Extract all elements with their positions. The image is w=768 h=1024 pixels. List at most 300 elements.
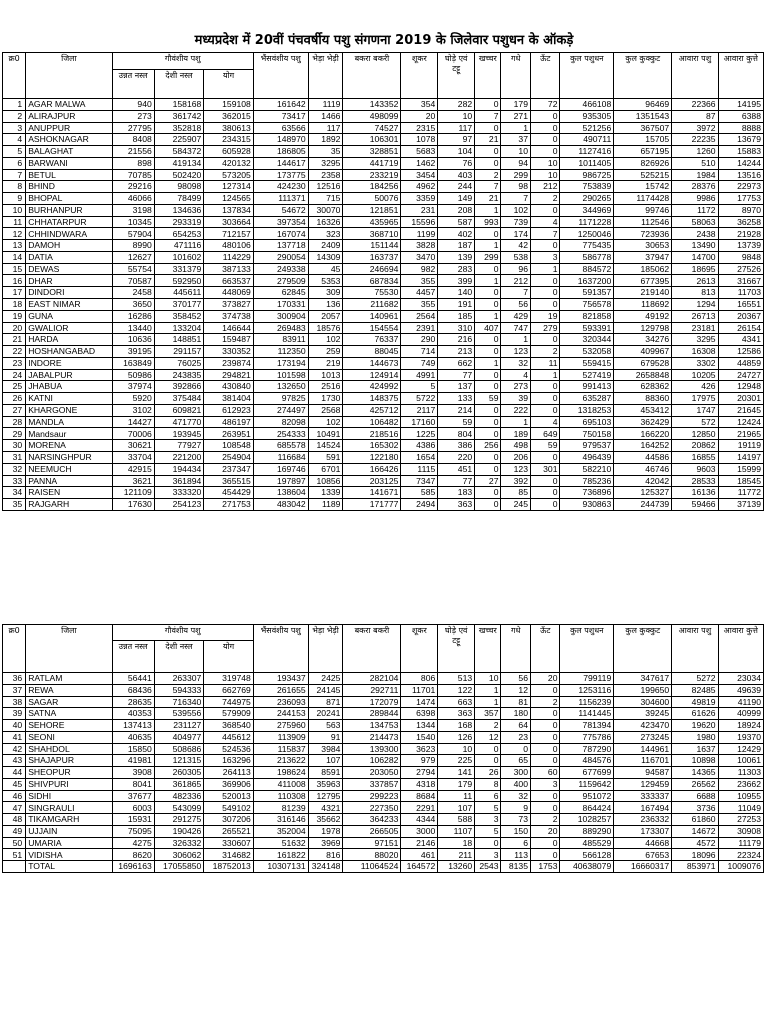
cell-camel: 2 [530, 346, 560, 358]
cell-goat: 266505 [343, 825, 401, 837]
cell-goat: 337857 [343, 778, 401, 790]
cell-mule: 0 [475, 146, 501, 158]
cell-poultry: 423470 [614, 720, 672, 732]
cell-livestock: 566128 [560, 849, 614, 861]
cell-desi: 291275 [154, 814, 204, 826]
cell-sn: 42 [3, 743, 26, 755]
cell-goat: 76337 [343, 334, 401, 346]
cell-buffalo: 73417 [253, 110, 308, 122]
cell-cattle-total: 163296 [204, 755, 254, 767]
cell-improved: 21556 [112, 146, 154, 158]
cell-pig: 6398 [401, 708, 438, 720]
cell-poultry: 144961 [614, 743, 672, 755]
cell-cattle-total: 127314 [204, 181, 254, 193]
cell-cattle-total: 254904 [204, 451, 254, 463]
cell-donkey: 538 [501, 251, 531, 263]
cell-horse: 187 [438, 240, 475, 252]
cell-donkey: 300 [501, 767, 531, 779]
cell-cattle-total: 612923 [204, 404, 254, 416]
cell-camel: 0 [530, 475, 560, 487]
cell-livestock: 799119 [560, 673, 614, 685]
cell-desi: 543099 [154, 802, 204, 814]
table-row [3, 275, 764, 287]
cell-goat: 50076 [343, 193, 401, 205]
cell-pig: 4386 [401, 440, 438, 452]
cell-buffalo: 198624 [253, 767, 308, 779]
cell-district: NEEMUCH [26, 463, 112, 475]
cell-buffalo: 279509 [253, 275, 308, 287]
cell-cattle-total: 263951 [204, 428, 254, 440]
cell-pig: 3623 [401, 743, 438, 755]
cell-mule: 0 [475, 157, 501, 169]
table-row [3, 310, 764, 322]
cell-desi: 361865 [154, 778, 204, 790]
cell-mule: 5 [475, 825, 501, 837]
cell-improved: 8041 [112, 778, 154, 790]
cell-cattle-total: 237347 [204, 463, 254, 475]
cell-horse: 133 [438, 393, 475, 405]
cell-horse: 10 [438, 743, 475, 755]
header-pig: शूकर [401, 625, 438, 673]
table-row [3, 475, 764, 487]
cell-poultry: 173307 [614, 825, 672, 837]
cell-poultry: 88360 [614, 393, 672, 405]
cell-improved: 4275 [112, 837, 154, 849]
cell-goat: 166426 [343, 463, 401, 475]
cell-sheep: 3969 [308, 837, 343, 849]
table-row [3, 357, 764, 369]
cell-poultry: 15705 [614, 134, 672, 146]
cell-goat: 282104 [343, 673, 401, 685]
cell-sn: 38 [3, 696, 26, 708]
table-row [3, 169, 764, 181]
cell-goat: 233219 [343, 169, 401, 181]
cell-buffalo: 236093 [253, 696, 308, 708]
cell-cattle-total: 124565 [204, 193, 254, 205]
cell-poultry: 236332 [614, 814, 672, 826]
cell-district: BARWANI [26, 157, 112, 169]
cell-stray-dogs: 41190 [718, 696, 763, 708]
table-row [3, 825, 764, 837]
cell-stray-dogs: 30908 [718, 825, 763, 837]
cell-improved: 70006 [112, 428, 154, 440]
cell-buffalo: 397354 [253, 216, 308, 228]
cell-district: EAST NIMAR [26, 299, 112, 311]
cell-district: NARSINGHPUR [26, 451, 112, 463]
table-row [3, 228, 764, 240]
header-improved: उन्नत नस्ल [112, 70, 154, 99]
header-stray-animals: आवारा पशु [672, 625, 718, 673]
cell-horse: 107 [438, 802, 475, 814]
cell-cattle-total: 18752013 [204, 861, 254, 873]
cell-livestock: 677699 [560, 767, 614, 779]
cell-livestock: 775435 [560, 240, 614, 252]
cell-donkey: 12 [501, 684, 531, 696]
cell-camel: 279 [530, 322, 560, 334]
cell-sn: 39 [3, 708, 26, 720]
cell-sheep: 18576 [308, 322, 343, 334]
cell-donkey: 150 [501, 825, 531, 837]
cell-district: SINGRAULI [26, 802, 112, 814]
cell-sn: 36 [3, 673, 26, 685]
cell-sn: 50 [3, 837, 26, 849]
cell-desi: 193945 [154, 428, 204, 440]
table-row [3, 122, 764, 134]
cell-pig: 2291 [401, 802, 438, 814]
cell-camel: 20 [530, 825, 560, 837]
cell-buffalo: 352004 [253, 825, 308, 837]
cell-sn: 41 [3, 731, 26, 743]
cell-donkey: 39 [501, 393, 531, 405]
cell-pig: 3000 [401, 825, 438, 837]
cell-livestock: 521256 [560, 122, 614, 134]
cell-desi: 539556 [154, 708, 204, 720]
header-horse: घोड़े एवं टट्टू [438, 53, 475, 99]
cell-improved: 39195 [112, 346, 154, 358]
cell-improved: 28635 [112, 696, 154, 708]
cell-goat: 364233 [343, 814, 401, 826]
cell-stray-animals: 5272 [672, 673, 718, 685]
cell-poultry: 44668 [614, 837, 672, 849]
cell-stray-dogs: 12586 [718, 346, 763, 358]
cell-camel: 2 [530, 814, 560, 826]
cell-pig: 1540 [401, 731, 438, 743]
cell-poultry: 46746 [614, 463, 672, 475]
cell-district: TIKAMGARH [26, 814, 112, 826]
cell-horse: 1107 [438, 825, 475, 837]
cell-mule: 1 [475, 204, 501, 216]
cell-mule: 1 [475, 310, 501, 322]
cell-district: CHHATARPUR [26, 216, 112, 228]
cell-camel: 0 [530, 275, 560, 287]
cell-goat: 163737 [343, 251, 401, 263]
cell-sn [3, 861, 26, 873]
cell-stray-animals: 87 [672, 110, 718, 122]
table-row [3, 696, 764, 708]
cell-livestock: 695103 [560, 416, 614, 428]
cell-cattle-total: 549102 [204, 802, 254, 814]
cell-sheep: 117 [308, 122, 343, 134]
cell-sn: 37 [3, 684, 26, 696]
cell-improved: 46066 [112, 193, 154, 205]
cell-stray-animals: 1980 [672, 731, 718, 743]
cell-sn: 44 [3, 767, 26, 779]
cell-donkey: 7 [501, 193, 531, 205]
cell-horse: 244 [438, 181, 475, 193]
table-row [3, 673, 764, 685]
cell-mule: 1 [475, 357, 501, 369]
cell-horse: 588 [438, 814, 475, 826]
cell-desi: 158168 [154, 99, 204, 111]
cell-horse: 662 [438, 357, 475, 369]
cell-stray-dogs: 1009076 [718, 861, 763, 873]
cell-pig: 461 [401, 849, 438, 861]
table-row [3, 134, 764, 146]
cell-desi: 254123 [154, 499, 204, 511]
cell-stray-dogs: 36258 [718, 216, 763, 228]
cell-mule: 6 [475, 790, 501, 802]
header-camel: ऊँट [530, 53, 560, 99]
cell-poultry: 42042 [614, 475, 672, 487]
cell-mule: 256 [475, 440, 501, 452]
cell-stray-dogs: 27526 [718, 263, 763, 275]
header-cattle-total: योग [204, 70, 254, 99]
cell-district: DHAR [26, 275, 112, 287]
cell-livestock: 750158 [560, 428, 614, 440]
cell-stray-animals: 10898 [672, 755, 718, 767]
cell-sheep: 2516 [308, 381, 343, 393]
cell-improved: 30621 [112, 440, 154, 452]
cell-horse: 191 [438, 299, 475, 311]
cell-poultry: 1174428 [614, 193, 672, 205]
cell-poultry: 199650 [614, 684, 672, 696]
cell-goat: 75530 [343, 287, 401, 299]
cell-district: BHOPAL [26, 193, 112, 205]
header-sheep: भेड़ा भेड़ी [308, 53, 343, 99]
cell-district: SHAJAPUR [26, 755, 112, 767]
cell-sn: 33 [3, 475, 26, 487]
cell-cattle-total: 524536 [204, 743, 254, 755]
header-goat: बकरा बकरी [343, 53, 401, 99]
cell-livestock: 1011405 [560, 157, 614, 169]
cell-sheep: 1013 [308, 369, 343, 381]
cell-horse: 140 [438, 287, 475, 299]
cell-donkey: 1 [501, 334, 531, 346]
cell-sn: 12 [3, 228, 26, 240]
cell-poultry: 347617 [614, 673, 672, 685]
cell-desi: 370177 [154, 299, 204, 311]
cell-desi: 293319 [154, 216, 204, 228]
cell-poultry: 219140 [614, 287, 672, 299]
cell-sn: 11 [3, 216, 26, 228]
cell-district: SATNA [26, 708, 112, 720]
cell-sn: 21 [3, 334, 26, 346]
cell-stray-dogs: 23034 [718, 673, 763, 685]
cell-camel: 72 [530, 99, 560, 111]
cell-poultry: 273245 [614, 731, 672, 743]
cell-stray-animals: 28376 [672, 181, 718, 193]
cell-district: SAGAR [26, 696, 112, 708]
table-row [3, 849, 764, 861]
cell-pig: 2391 [401, 322, 438, 334]
cell-poultry: 129459 [614, 778, 672, 790]
cell-livestock: 979537 [560, 440, 614, 452]
cell-stray-dogs: 21965 [718, 428, 763, 440]
cell-district: ANUPPUR [26, 122, 112, 134]
header-mule: खच्चर [475, 53, 501, 99]
cell-buffalo: 193437 [253, 673, 308, 685]
cell-pig: 4991 [401, 369, 438, 381]
cell-desi: 134636 [154, 204, 204, 216]
cell-mule: 407 [475, 322, 501, 334]
cell-district: SIDHI [26, 790, 112, 802]
cell-goat: 151144 [343, 240, 401, 252]
cell-buffalo: 213622 [253, 755, 308, 767]
cell-camel: 0 [530, 849, 560, 861]
cell-stray-dogs: 20367 [718, 310, 763, 322]
cell-goat: 328851 [343, 146, 401, 158]
cell-district: DINDORI [26, 287, 112, 299]
cell-buffalo: 300904 [253, 310, 308, 322]
cell-improved: 3102 [112, 404, 154, 416]
cell-buffalo: 261655 [253, 684, 308, 696]
cell-goat: 148375 [343, 393, 401, 405]
cell-sheep: 2568 [308, 404, 343, 416]
cell-poultry: 94587 [614, 767, 672, 779]
cell-pig: 3359 [401, 193, 438, 205]
table-row [3, 755, 764, 767]
cell-stray-animals: 3736 [672, 802, 718, 814]
header-livestock: कुल पशुधन [560, 53, 614, 99]
cell-camel: 19 [530, 310, 560, 322]
table-row [3, 778, 764, 790]
cell-stray-animals: 14365 [672, 767, 718, 779]
cell-stray-animals: 22235 [672, 134, 718, 146]
cell-camel: 0 [530, 720, 560, 732]
cell-district: DATIA [26, 251, 112, 263]
cell-camel: 0 [530, 287, 560, 299]
cell-buffalo: 411008 [253, 778, 308, 790]
cell-stray-animals: 813 [672, 287, 718, 299]
cell-sheep: 259 [308, 346, 343, 358]
cell-livestock: 781394 [560, 720, 614, 732]
cell-desi: 194434 [154, 463, 204, 475]
cell-buffalo: 62845 [253, 287, 308, 299]
cell-improved: 273 [112, 110, 154, 122]
cell-horse: 183 [438, 487, 475, 499]
cell-camel: 60 [530, 767, 560, 779]
cell-buffalo: 113909 [253, 731, 308, 743]
cell-livestock: 1141445 [560, 708, 614, 720]
cell-sn: 45 [3, 778, 26, 790]
cell-horse: 11 [438, 790, 475, 802]
cell-cattle-total: 486197 [204, 416, 254, 428]
cell-stray-dogs: 21928 [718, 228, 763, 240]
cell-sheep: 14309 [308, 251, 343, 263]
cell-buffalo: 112350 [253, 346, 308, 358]
cell-improved: 33704 [112, 451, 154, 463]
cell-pig: 1115 [401, 463, 438, 475]
cell-poultry: 525215 [614, 169, 672, 181]
cell-improved: 40635 [112, 731, 154, 743]
cell-stray-dogs: 27253 [718, 814, 763, 826]
cell-mule: 0 [475, 451, 501, 463]
cell-improved: 75095 [112, 825, 154, 837]
cell-goat: 203125 [343, 475, 401, 487]
cell-pig: 4457 [401, 287, 438, 299]
cell-buffalo: 137718 [253, 240, 308, 252]
cell-mule: 21 [475, 193, 501, 205]
cell-sn: 20 [3, 322, 26, 334]
cell-pig: 290 [401, 334, 438, 346]
cell-sheep: 10491 [308, 428, 343, 440]
cell-livestock: 889290 [560, 825, 614, 837]
cell-pig: 4344 [401, 814, 438, 826]
cell-improved: 5920 [112, 393, 154, 405]
cell-livestock: 527419 [560, 369, 614, 381]
cell-poultry: 30653 [614, 240, 672, 252]
cell-pig: 2564 [401, 310, 438, 322]
cell-livestock: 591357 [560, 287, 614, 299]
cell-pig: 714 [401, 346, 438, 358]
table-row [3, 334, 764, 346]
cell-cattle-total: 454429 [204, 487, 254, 499]
cell-camel: 0 [530, 381, 560, 393]
cell-improved: 121109 [112, 487, 154, 499]
cell-stray-dogs: 18924 [718, 720, 763, 732]
cell-stray-dogs: 11703 [718, 287, 763, 299]
cell-pig: 982 [401, 263, 438, 275]
cell-livestock: 1171228 [560, 216, 614, 228]
header-stray-dogs: आवारा कुत्ते [718, 53, 763, 99]
cell-stray-dogs: 13679 [718, 134, 763, 146]
cell-camel: 20 [530, 673, 560, 685]
cell-sheep: 1339 [308, 487, 343, 499]
cell-horse: 137 [438, 381, 475, 393]
cell-desi: 101602 [154, 251, 204, 263]
cell-stray-dogs: 31667 [718, 275, 763, 287]
cell-buffalo: 170331 [253, 299, 308, 311]
cell-livestock: 756578 [560, 299, 614, 311]
cell-stray-dogs: 15883 [718, 146, 763, 158]
cell-district: KHARGONE [26, 404, 112, 416]
cell-livestock: 532058 [560, 346, 614, 358]
cell-camel: 4 [530, 416, 560, 428]
cell-sn: 25 [3, 381, 26, 393]
cell-desi: 326332 [154, 837, 204, 849]
cell-sheep: 35662 [308, 814, 343, 826]
cell-poultry: 99746 [614, 204, 672, 216]
cell-stray-animals: 2438 [672, 228, 718, 240]
cell-pig: 17160 [401, 416, 438, 428]
cell-poultry: 409967 [614, 346, 672, 358]
cell-improved: 41981 [112, 755, 154, 767]
cell-goat: 203050 [343, 767, 401, 779]
cell-sheep: 2409 [308, 240, 343, 252]
cell-sn: 7 [3, 169, 26, 181]
cell-livestock: 1156239 [560, 696, 614, 708]
cell-goat: 184256 [343, 181, 401, 193]
cell-cattle-total: 368540 [204, 720, 254, 732]
cell-camel: 59 [530, 440, 560, 452]
cell-stray-animals: 26713 [672, 310, 718, 322]
cell-camel: 0 [530, 110, 560, 122]
cell-goat: 88020 [343, 849, 401, 861]
cell-camel: 649 [530, 428, 560, 440]
cell-goat: 11064524 [343, 861, 401, 873]
cell-buffalo: 290054 [253, 251, 308, 263]
cell-stray-animals: 12850 [672, 428, 718, 440]
cell-improved: 8620 [112, 849, 154, 861]
cell-sn: 6 [3, 157, 26, 169]
cell-donkey: 179 [501, 99, 531, 111]
cell-mule: 0 [475, 369, 501, 381]
cell-sheep: 1189 [308, 499, 343, 511]
cell-livestock: 484576 [560, 755, 614, 767]
cell-sn: 4 [3, 134, 26, 146]
cell-donkey: 42 [501, 240, 531, 252]
table-row [3, 99, 764, 111]
cell-camel: 0 [530, 731, 560, 743]
table-row [3, 451, 764, 463]
cell-stray-dogs: 37139 [718, 499, 763, 511]
cell-district: JHABUA [26, 381, 112, 393]
cell-horse: 139 [438, 251, 475, 263]
cell-sn: 32 [3, 463, 26, 475]
cell-goat: 299223 [343, 790, 401, 802]
cell-stray-animals: 1260 [672, 146, 718, 158]
cell-buffalo: 244153 [253, 708, 308, 720]
